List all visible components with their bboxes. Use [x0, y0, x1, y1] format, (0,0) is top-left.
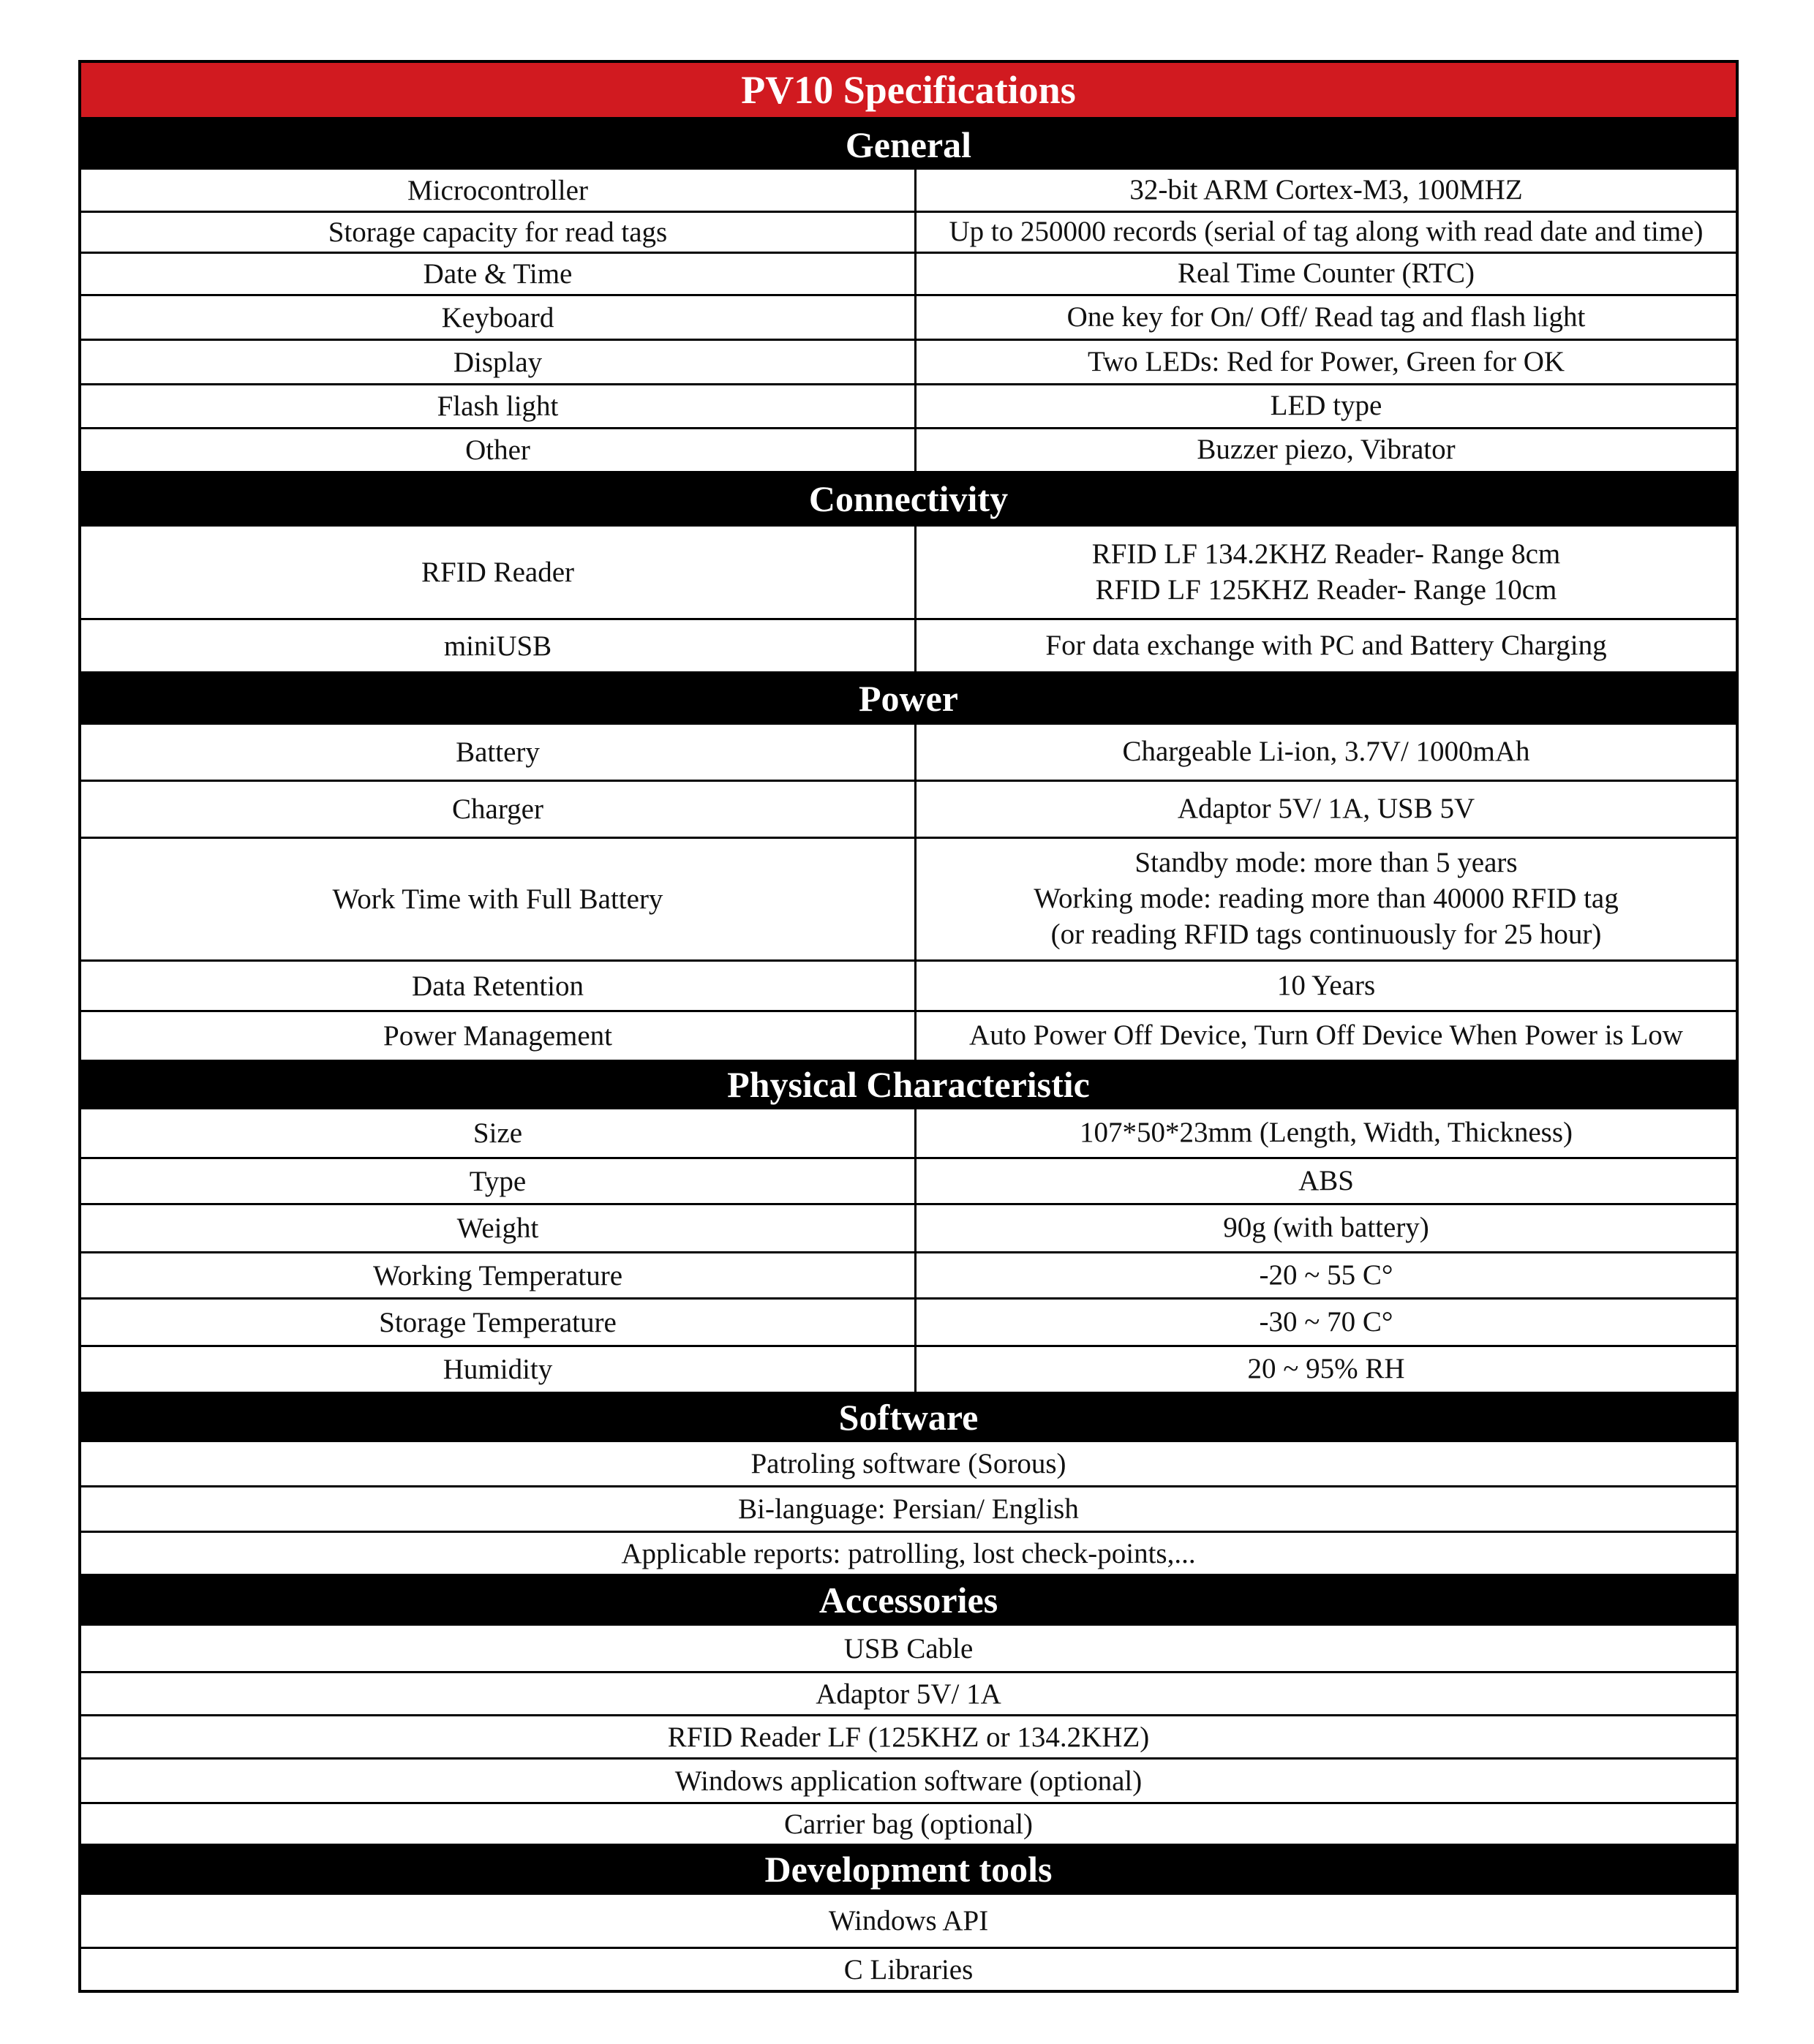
list-item — [81, 1485, 1736, 1531]
list-item — [81, 1626, 1736, 1671]
section-header-connectivity: Connectivity — [81, 471, 1736, 527]
list-item — [81, 1895, 1736, 1947]
section-header-power: Power — [81, 671, 1736, 725]
spec-value — [917, 1347, 1736, 1392]
table-row — [81, 1251, 1736, 1297]
table-row — [81, 294, 1736, 339]
spec-value — [917, 429, 1736, 471]
spec-value-line: 20 ~ 95% RH — [1247, 1353, 1405, 1385]
spec-value-line: RFID LF 134.2KHZ Reader- Range 8cm — [1091, 538, 1561, 570]
spec-label: Work Time with Full Battery — [81, 839, 917, 959]
table-row — [81, 527, 1736, 618]
spec-value-line: -30 ~ 70 C° — [1259, 1305, 1393, 1338]
table-row — [81, 618, 1736, 671]
page-title: PV10 Specifications — [81, 63, 1736, 119]
list-item-text: Applicable reports: patrolling, lost check-points,... — [621, 1537, 1196, 1569]
table-row — [81, 427, 1736, 471]
table-row — [81, 1157, 1736, 1203]
section-header-general: General — [81, 119, 1736, 170]
spec-value-line: (or reading RFID tags continuously for 25 hour) — [1050, 918, 1602, 950]
spec-value — [917, 839, 1736, 959]
list-item-text: Windows application software (optional) — [674, 1765, 1143, 1797]
spec-value — [917, 962, 1736, 1010]
spec-value-line: 32-bit ARM Cortex-M3, 100MHZ — [1129, 173, 1523, 205]
spec-value — [917, 1253, 1736, 1297]
table-row — [81, 339, 1736, 383]
spec-value-line: RFID LF 125KHZ Reader- Range 10cm — [1095, 573, 1557, 606]
table-row — [81, 1345, 1736, 1392]
spec-value — [917, 1205, 1736, 1251]
spec-label: Power Management — [81, 1012, 917, 1060]
list-item-text: Windows API — [828, 1905, 989, 1936]
table-row — [81, 1010, 1736, 1060]
list-item-text: RFID Reader LF (125KHZ or 134.2KHZ) — [667, 1721, 1150, 1753]
spec-value — [917, 1159, 1736, 1203]
spec-label: Weight — [81, 1205, 917, 1251]
table-row — [81, 383, 1736, 427]
spec-value-line: -20 ~ 55 C° — [1259, 1259, 1393, 1291]
section-header-physical-characteristic: Physical Characteristic — [81, 1060, 1736, 1109]
spec-label: Storage Temperature — [81, 1300, 917, 1345]
spec-label: Humidity — [81, 1347, 917, 1392]
table-row — [81, 780, 1736, 837]
spec-label: Flash light — [81, 385, 917, 427]
list-item — [81, 1442, 1736, 1485]
section-header-software: Software — [81, 1392, 1736, 1442]
spec-value-line: 107*50*23mm (Length, Width, Thickness) — [1079, 1117, 1573, 1149]
spec-label: Microcontroller — [81, 170, 917, 211]
list-item — [81, 1714, 1736, 1757]
spec-value — [917, 213, 1736, 252]
list-item — [81, 1671, 1736, 1714]
table-body — [81, 119, 1736, 1990]
spec-label: Keyboard — [81, 296, 917, 339]
spec-label: Size — [81, 1109, 917, 1157]
spec-value — [917, 1012, 1736, 1060]
spec-label: miniUSB — [81, 620, 917, 671]
spec-label: Battery — [81, 725, 917, 780]
list-item-text: Patroling software (Sorous) — [750, 1448, 1066, 1479]
spec-value-line: One key for On/ Off/ Read tag and flash light — [1066, 301, 1586, 333]
spec-value — [917, 296, 1736, 339]
list-item-text: Bi-language: Persian/ English — [738, 1493, 1079, 1525]
spec-value-line: Buzzer piezo, Vibrator — [1197, 434, 1456, 466]
table-row — [81, 1297, 1736, 1345]
spec-value-line: ABS — [1298, 1164, 1354, 1196]
section-header-accessories: Accessories — [81, 1574, 1736, 1626]
table-row — [81, 725, 1736, 780]
spec-value — [917, 170, 1736, 211]
table-row — [81, 959, 1736, 1010]
spec-label: Display — [81, 341, 917, 383]
spec-value — [917, 1109, 1736, 1157]
spec-label: Working Temperature — [81, 1253, 917, 1297]
spec-value-line: Real Time Counter (RTC) — [1177, 257, 1475, 290]
list-item-text: USB Cable — [843, 1632, 974, 1664]
spec-value-line: For data exchange with PC and Battery Charging — [1045, 629, 1607, 661]
spec-value-line: LED type — [1270, 390, 1382, 422]
table-row — [81, 837, 1736, 959]
spec-label: Charger — [81, 782, 917, 837]
spec-value — [917, 341, 1736, 383]
spec-value-line: Working mode: reading more than 40000 RFID tag — [1034, 883, 1619, 915]
specifications-table — [78, 60, 1739, 1993]
spec-label: Type — [81, 1159, 917, 1203]
list-item-text: Carrier bag (optional) — [783, 1808, 1034, 1840]
spec-label: Storage capacity for read tags — [81, 213, 917, 252]
spec-value-line: 90g (with battery) — [1223, 1212, 1429, 1244]
spec-value-line: Two LEDs: Red for Power, Green for OK — [1087, 345, 1565, 377]
table-row — [81, 1109, 1736, 1157]
list-item-text: C Libraries — [843, 1953, 974, 1985]
table-row — [81, 170, 1736, 211]
spec-value — [917, 782, 1736, 837]
table-row — [81, 252, 1736, 294]
list-item — [81, 1802, 1736, 1844]
spec-value — [917, 620, 1736, 671]
spec-value — [917, 725, 1736, 780]
spec-value-line: 10 Years — [1276, 969, 1376, 1001]
list-item — [81, 1531, 1736, 1574]
spec-label: Data Retention — [81, 962, 917, 1010]
list-item — [81, 1947, 1736, 1990]
list-item-text: Adaptor 5V/ 1A — [816, 1678, 1001, 1710]
spec-value-line: Chargeable Li-ion, 3.7V/ 1000mAh — [1122, 736, 1530, 768]
spec-value-line: Adaptor 5V/ 1A, USB 5V — [1177, 793, 1475, 825]
spec-value — [917, 254, 1736, 294]
spec-value — [917, 385, 1736, 427]
table-row — [81, 1203, 1736, 1251]
section-header-development-tools: Development tools — [81, 1844, 1736, 1895]
table-row — [81, 211, 1736, 252]
spec-label: Date & Time — [81, 254, 917, 294]
spec-value-line: Standby mode: more than 5 years — [1134, 847, 1518, 879]
list-item — [81, 1757, 1736, 1802]
spec-label: RFID Reader — [81, 527, 917, 618]
spec-value-line: Up to 250000 records (serial of tag along with read date and time) — [949, 216, 1704, 248]
spec-value-line: Auto Power Off Device, Turn Off Device When Power is Low — [969, 1019, 1683, 1052]
spec-value — [917, 1300, 1736, 1345]
spec-label: Other — [81, 429, 917, 471]
spec-value — [917, 527, 1736, 618]
